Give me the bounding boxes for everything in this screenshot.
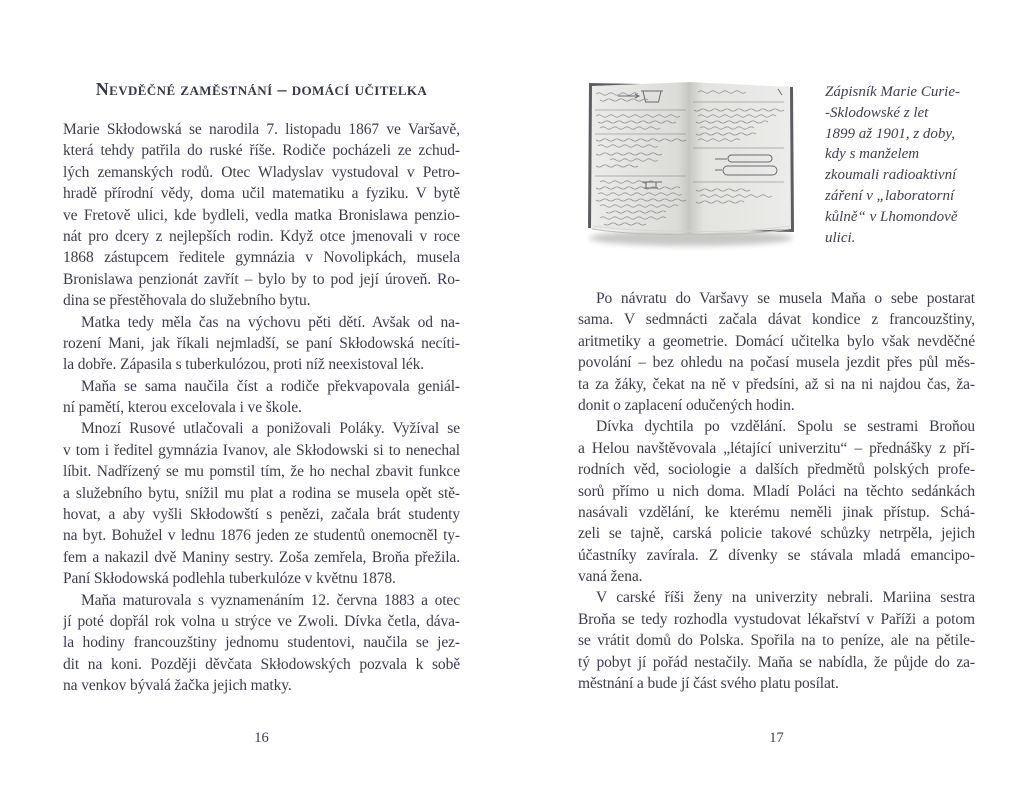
caption-line: kůlně“ v Lhomondově <box>825 208 958 225</box>
text-line: hovat, a aby vyšli Skłodowští s penězi, začala brát studenty <box>63 506 460 524</box>
text-line: a Helou navštěvovala „létající univerzitu“ – přednášky z pří- <box>578 439 975 457</box>
text-line: lých zemanských rodů. Otec Wladyslav vystudoval v Petro- <box>63 163 460 181</box>
text-line: hradě přírodní vědy, doma učil matematiku a fyziku. V bytě <box>63 185 460 203</box>
text-line: Dívka dychtila po vzdělání. Spolu se sestrami Broňou <box>596 418 975 436</box>
text-line: Paní Skłodowská podlehla tuberkulóze v květnu 1878. <box>63 570 396 588</box>
text-line: účastníky zavírala. Z dívenky se stávala mladá emancipo- <box>578 546 975 564</box>
notebook-photo <box>580 70 802 256</box>
text-line: Marie Skłodowská se narodila 7. listopadu 1867 ve Varšavě, <box>63 121 460 138</box>
text-line: dina se přestěhovala do služebního bytu. <box>63 292 311 310</box>
text-line: ta za žáky, čekat na ně v předsíni, až si na ni najdou čas, ža- <box>578 375 975 393</box>
text-line: Bronislawa penzionát zavřít – bylo by to pod její úroveň. Ro- <box>63 270 460 288</box>
caption-line: ulici. <box>825 229 856 246</box>
caption-line: Zápisník Marie Curie- <box>825 84 960 100</box>
text-line: donit o zaplacení odučených hodin. <box>578 396 795 414</box>
text-line: na byt. Bohužel v lednu 1876 jeden ze studentů onemocněl ty- <box>63 527 460 545</box>
text-line: dit na koni. Později děvčata Skłodowských pozvala k sobě <box>63 655 460 673</box>
left-page-text <box>63 119 460 697</box>
caption-line: kdy s manželem <box>825 146 920 163</box>
text-line: zeli se tajně, carská policie takové schůzky netrpěla, jejich <box>578 525 975 543</box>
paragraph <box>578 416 975 587</box>
text-line: v tom i ředitel gymnázia Ivanov, ale Skłodowski si to nenechal <box>63 441 460 459</box>
text-line: rození Mani, jak říkali nejmladší, se paní Skłodowská necíti- <box>63 334 460 352</box>
figure-block <box>578 60 975 288</box>
caption-line: zkoumali radioaktivní <box>825 167 957 184</box>
paragraph <box>63 119 460 312</box>
paragraph <box>63 418 460 589</box>
text-line: a služebního bytu, snížil mu plat a rodina se musela opět stě- <box>63 484 460 502</box>
caption-line: záření v „laboratorní <box>825 187 955 204</box>
text-line: rodních věd, sociologie a dalších předmětů polských profe- <box>578 461 975 479</box>
figure-caption <box>825 82 977 248</box>
text-line: la hodiny francouzštiny jednomu studentovi, naučila se jez- <box>63 634 460 652</box>
text-line: Mnozí Rusové utlačovali a ponižovali Poláky. Vyžíval se <box>81 420 460 438</box>
text-line: ní pamětí, kterou excelovala i ve škole. <box>63 399 302 417</box>
text-line: aritmetiky a geometrie. Domácí učitelka bylo však nevděčné <box>578 332 975 350</box>
chapter-heading: Nevděčné zaměstnání – domácí učitelka <box>95 79 428 99</box>
text-line: líbit. Nadřízený se mu pomstil tím, že ho nechal zbavit funkce <box>63 463 460 481</box>
page-number-left: 16 <box>254 730 269 746</box>
paragraph <box>63 590 460 697</box>
text-line: ve Fretově ulici, kde bydleli, vedla matka Bronislawa penzio- <box>63 206 460 224</box>
text-line: V carské říši ženy na univerzity nebrali. Mariina sestra <box>596 589 975 607</box>
text-line: Matka tedy měla čas na výchovu pěti dětí. Avšak od na- <box>81 313 460 331</box>
text-line: která tehdy patřila do ruské říše. Rodiče pocházeli ze zchud- <box>63 142 460 160</box>
page-left <box>63 80 460 697</box>
text-line: tý pobyt jí pořád nestačily. Maňa se nabídla, že půjde do za- <box>578 653 975 671</box>
text-line: Broňa se tedy rozhodla vystudovat lékařství v Paříži a potom <box>578 610 975 628</box>
page-number-right: 17 <box>769 730 784 746</box>
text-line: sama. V sedmnácti začala dávat kondice z francouzštiny, <box>578 311 975 329</box>
text-line: městnání a bude jí část svého platu posílat. <box>578 675 839 693</box>
paragraph <box>63 312 460 376</box>
text-line: povolání – bez ohledu na počasí musela jezdit přes půl měs- <box>578 354 975 372</box>
text-line: la dobře. Zápasila s tuberkulózou, proti níž neexistoval lék. <box>63 356 425 374</box>
text-line: sorů přímo u nich doma. Mladí Poláci na těchto sedánkách <box>578 482 975 500</box>
text-line: Maňa maturovala s vyznamenáním 12. června 1883 a otec <box>81 591 460 609</box>
text-line: Maňa se sama naučila číst a rodiče překvapovala geniál- <box>81 377 460 395</box>
caption-line: -Sklodowské z let <box>825 104 929 121</box>
text-line: jí poté dopřál rok volna u strýce ve Zwoli. Dívka četla, dáva- <box>63 612 460 630</box>
text-line: Po návratu do Varšavy se musela Maňa o sebe postarat <box>596 290 975 307</box>
text-line: 1868 zástupcem ředitele gymnázia v Novolipkách, musela <box>63 249 460 267</box>
text-line: na venkov bývalá žačka jejich matky. <box>63 677 292 695</box>
text-line: fem a nakazil dvě Maniny sestry. Zoša zemřela, Broňa přežila. <box>63 548 460 566</box>
right-page-text <box>578 288 975 694</box>
paragraph <box>578 288 975 416</box>
paragraph <box>63 376 460 419</box>
page-right <box>578 60 975 694</box>
caption-line: 1899 až 1901, z doby, <box>825 125 956 142</box>
text-line: nasávali vzdělání, ke kterému neměli jinak přístup. Schá- <box>578 503 975 521</box>
text-line: se vrátit domů do Polska. Spořila na to peníze, ale na pětile- <box>578 632 975 650</box>
text-line: vaná žena. <box>578 568 643 586</box>
paragraph <box>578 587 975 694</box>
text-line: nát pro dcery z nejlepších rodin. Když otce jmenovali v roce <box>63 227 460 245</box>
